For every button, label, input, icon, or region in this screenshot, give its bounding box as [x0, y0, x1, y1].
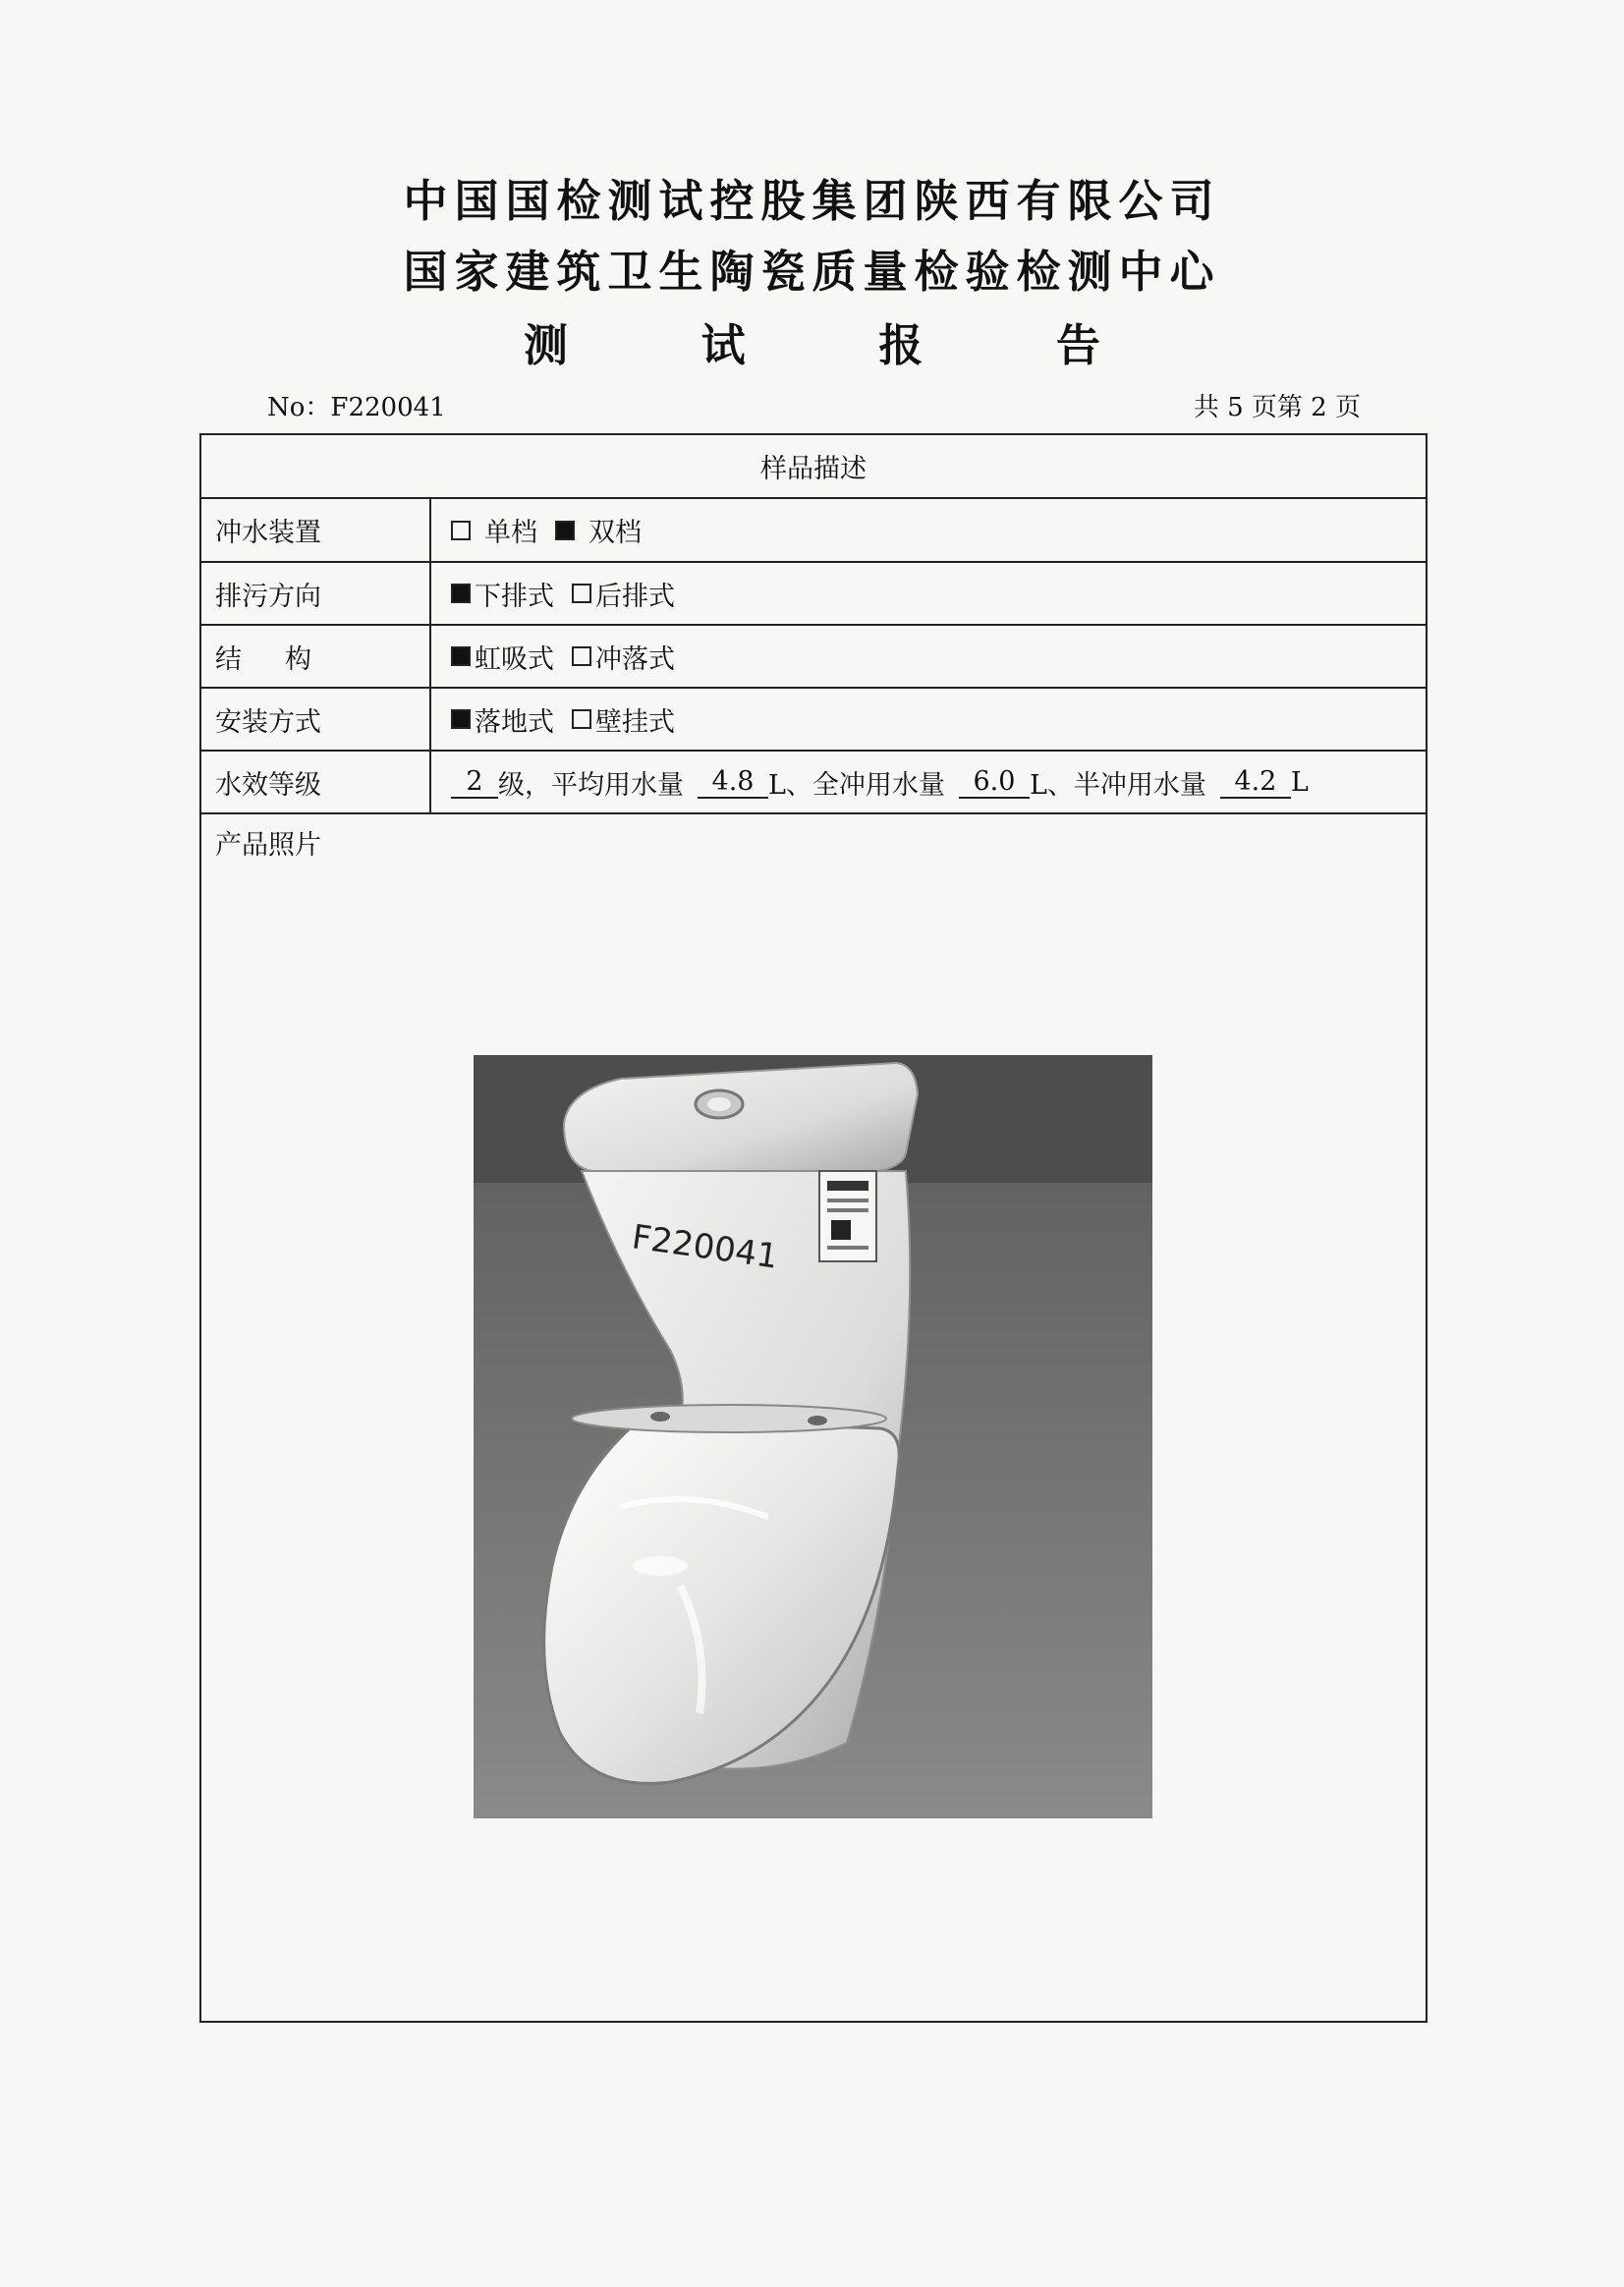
checkbox-dual-flush [555, 521, 575, 540]
checkbox-single-flush [451, 521, 471, 540]
row-label: 水效等级 [201, 752, 431, 812]
option-label: 双档 [588, 518, 642, 548]
table-row-structure [201, 626, 1426, 689]
option-label: 冲落式 [595, 643, 675, 675]
row-label: 安装方式 [201, 689, 431, 750]
document-title: 测 试 报 告 [524, 319, 1159, 371]
checkbox-washdown [572, 646, 591, 666]
table-row-drain-direction [201, 563, 1426, 626]
table-row-water-efficiency [201, 752, 1426, 814]
product-photo [474, 1055, 1152, 1818]
photo-section-label: 产品照片 [215, 830, 321, 861]
volume-unit: L [1290, 766, 1309, 798]
option-label: 后排式 [595, 581, 675, 612]
grade-suffix: 级，平均用水量 [498, 769, 684, 801]
table-row-installation [201, 689, 1426, 752]
checkbox-floor-outlet [451, 584, 471, 603]
checkbox-rear-outlet [572, 584, 591, 603]
row-label: 冲水装置 [201, 499, 431, 561]
option-label: 落地式 [475, 706, 554, 738]
option-label: 壁挂式 [595, 706, 675, 738]
org-name-line1: 中国国检测试控股集团陕西有限公司 [403, 175, 1221, 227]
row-options [431, 700, 675, 739]
org-name-line2: 国家建筑卫生陶瓷质量检验检测中心 [403, 246, 1221, 298]
checkbox-wall-hung [572, 709, 591, 729]
row-label: 排污方向 [201, 563, 431, 624]
row-label: 结构 [201, 626, 431, 687]
checkbox-floor-mounted [451, 709, 471, 729]
option-label: 单档 [484, 518, 537, 548]
half-flush-prefix: L、半冲用水量 [1029, 769, 1206, 801]
table-heading [201, 435, 1426, 499]
page-indicator: 共 5 页第 2 页 [1193, 393, 1361, 422]
row-options [431, 638, 675, 676]
full-flush-prefix: L、全冲用水量 [768, 769, 945, 801]
report-number: No：F220041 [267, 393, 446, 422]
table-heading-text: 样品描述 [760, 454, 867, 484]
option-label: 虹吸式 [475, 643, 554, 675]
table-row-flush-device [201, 499, 1426, 563]
full-flush-volume: 6.0 [959, 766, 1030, 799]
efficiency-grade: 2 [451, 766, 498, 799]
efficiency-values [431, 763, 1309, 802]
average-volume: 4.8 [698, 766, 768, 799]
row-options [431, 575, 675, 613]
photo-marking: F220041 [629, 1217, 781, 1277]
half-flush-volume: 4.2 [1220, 766, 1291, 799]
option-label: 下排式 [475, 581, 554, 612]
checkbox-siphon [451, 646, 471, 666]
row-options [431, 511, 642, 549]
